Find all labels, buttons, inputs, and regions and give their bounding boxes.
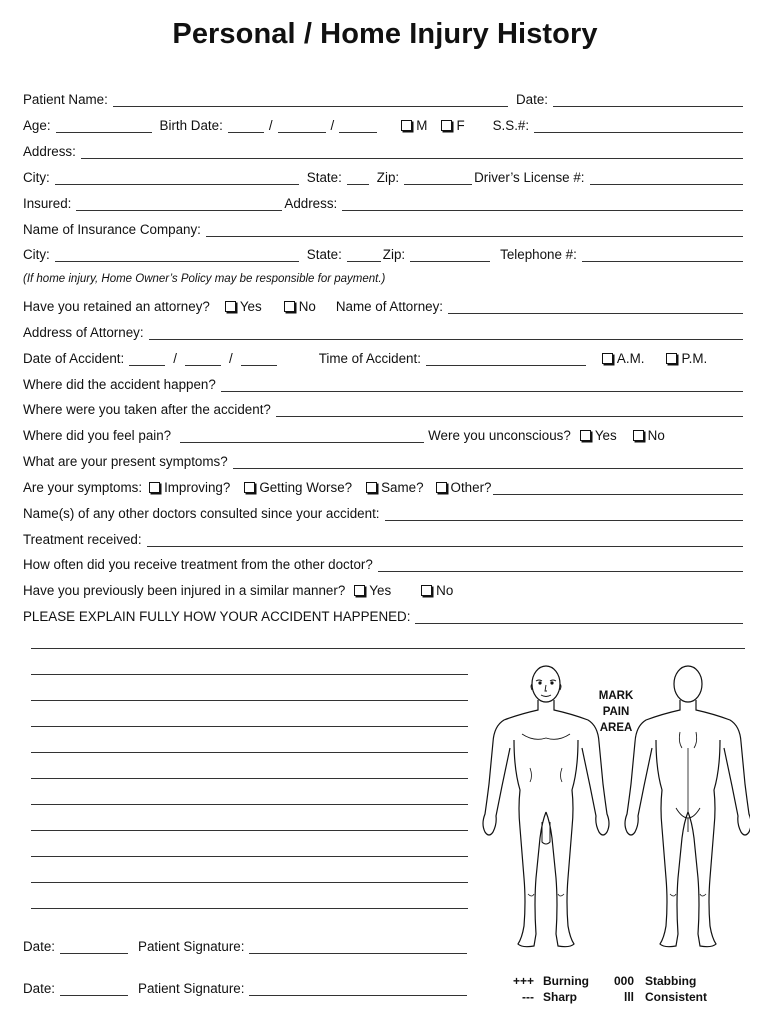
city-row (23, 168, 745, 186)
explain-line[interactable] (31, 700, 468, 701)
address-label: Address: (23, 144, 76, 159)
treatment-frequency-label: How often did you receive treatment from the other doctor? (23, 557, 373, 572)
insured-label: Insured: (23, 196, 72, 211)
previous-injury-yes-checkbox[interactable]: Yes (354, 583, 391, 599)
zip-label: Zip: (376, 170, 400, 185)
signature-date-field[interactable] (60, 981, 128, 996)
patient-name-field[interactable] (113, 92, 508, 107)
symptom-status-label: Are your symptoms: (23, 480, 143, 495)
legend-symbol: --- (522, 990, 534, 1004)
accident-location-label: Where did the accident happen? (23, 377, 216, 392)
unconscious-label: Were you unconscious? (428, 428, 571, 443)
checkbox-icon (225, 301, 236, 312)
accident-year-field[interactable] (241, 351, 277, 366)
legend-symbol: lll (623, 990, 634, 1004)
patient-name-row (23, 90, 745, 108)
checkbox-icon (284, 301, 295, 312)
checkbox-icon (633, 430, 644, 441)
patient-signature-label: Patient Signature: (138, 981, 245, 996)
previous-injury-row (23, 581, 453, 599)
slash: / (173, 351, 177, 366)
insured-address-field[interactable] (342, 196, 743, 211)
slash: / (330, 118, 335, 133)
explain-line[interactable] (31, 856, 468, 857)
birth-month-field[interactable] (228, 118, 264, 133)
city-label: City: (23, 170, 50, 185)
getting-worse-checkbox[interactable]: Getting Worse? (244, 480, 352, 496)
present-symptoms-label: What are your present symptoms? (23, 454, 228, 469)
age-label: Age: (23, 118, 51, 133)
attorney-name-field[interactable] (448, 299, 743, 314)
treatment-frequency-field[interactable] (378, 557, 743, 572)
attorney-no-checkbox[interactable]: No (284, 299, 316, 315)
checkbox-icon (354, 585, 365, 596)
checkbox-icon (666, 353, 677, 364)
male-checkbox[interactable]: M (401, 118, 427, 134)
insurance-city-field[interactable] (55, 247, 299, 262)
patient-signature-field[interactable] (249, 939, 467, 954)
insured-row (23, 194, 745, 212)
zip-field[interactable] (404, 170, 472, 185)
slash: / (228, 351, 233, 366)
insurance-company-label: Name of Insurance Company: (23, 222, 201, 237)
explain-line[interactable] (31, 830, 468, 831)
accident-location-row (23, 375, 745, 393)
insurance-company-field[interactable] (206, 222, 743, 237)
taken-after-field[interactable] (276, 402, 743, 417)
insured-address-label: Address: (284, 196, 338, 211)
address-field[interactable] (81, 144, 743, 159)
pm-checkbox[interactable]: P.M. (666, 351, 707, 367)
home-owner-note: (If home injury, Home Owner’s Policy may be responsible for payment.) (23, 273, 386, 285)
explain-line[interactable] (31, 882, 468, 883)
age-field[interactable] (56, 118, 152, 133)
taken-after-label: Where were you taken after the accident? (23, 402, 271, 417)
improving-checkbox[interactable]: Improving? (149, 480, 230, 496)
legend-labels-left (543, 973, 589, 1005)
am-checkbox[interactable]: A.M. (602, 351, 645, 367)
legend-symbols-right (604, 973, 634, 1005)
drivers-license-label: Driver’s License #: (474, 170, 585, 185)
explain-label: PLEASE EXPLAIN FULLY HOW YOUR ACCIDENT HAPPENED: (23, 609, 411, 624)
signature-date-label: Date: (23, 981, 56, 996)
same-checkbox[interactable]: Same? (366, 480, 423, 496)
legend-symbol: +++ (512, 974, 534, 988)
explain-line[interactable] (31, 674, 468, 675)
checkbox-icon (149, 482, 160, 493)
address-row (23, 142, 745, 160)
slash: / (268, 118, 273, 133)
checkbox-icon (580, 430, 591, 441)
previous-injury-no-checkbox[interactable]: No (421, 583, 453, 599)
legend-symbols-left (504, 973, 534, 1005)
date-label: Date: (515, 92, 548, 107)
attorney-question: Have you retained an attorney? (23, 299, 210, 314)
legend-labels-right (645, 973, 707, 1005)
checkbox-icon (602, 353, 613, 364)
explain-line[interactable] (31, 908, 468, 909)
birth-day-field[interactable] (278, 118, 326, 133)
birth-year-field[interactable] (339, 118, 377, 133)
insurance-company-row (23, 220, 745, 238)
other-doctors-label: Name(s) of any other doctors consulted since your accident: (23, 506, 380, 521)
explain-field[interactable] (415, 609, 743, 624)
symptom-status-row (23, 478, 745, 496)
accident-date-row (23, 349, 745, 367)
signature-row (23, 937, 469, 955)
insurance-city-row (23, 245, 745, 263)
present-symptoms-row (23, 452, 745, 470)
ss-label: S.S.#: (492, 118, 530, 133)
other-checkbox[interactable]: Other? (436, 480, 492, 496)
accident-location-field[interactable] (221, 377, 743, 392)
treatment-frequency-row (23, 555, 745, 573)
treatment-label: Treatment received: (23, 532, 142, 547)
insurance-zip-field[interactable] (410, 247, 490, 262)
patient-name-label: Patient Name: (23, 92, 108, 107)
accident-date-label: Date of Accident: (23, 351, 125, 366)
checkbox-icon (441, 120, 452, 131)
explain-line[interactable] (31, 726, 468, 727)
accident-month-field[interactable] (129, 351, 165, 366)
legend-label: Sharp (543, 990, 578, 1004)
attorney-address-label: Address of Attorney: (23, 325, 144, 340)
date-field[interactable] (553, 92, 743, 107)
city-field[interactable] (55, 170, 299, 185)
other-doctors-row (23, 504, 745, 522)
pain-row (23, 426, 745, 444)
pain-location-field[interactable] (180, 428, 424, 443)
zip-label: Zip: (382, 247, 406, 262)
state-label: State: (306, 170, 342, 185)
ss-field[interactable] (534, 118, 743, 133)
state-label: State: (306, 247, 342, 262)
legend-label: Burning (543, 974, 589, 988)
telephone-field[interactable] (582, 247, 743, 262)
attorney-yes-checkbox[interactable]: Yes (225, 299, 262, 315)
city-label: City: (23, 247, 50, 262)
legend-label: Consistent (645, 990, 708, 1004)
explain-line[interactable] (31, 804, 468, 805)
checkbox-icon (421, 585, 432, 596)
checkbox-icon (366, 482, 377, 493)
other-doctors-field[interactable] (385, 506, 743, 521)
other-symptom-field[interactable] (493, 480, 743, 495)
explain-line[interactable] (31, 648, 745, 649)
treatment-field[interactable] (147, 532, 743, 547)
signature-row (23, 979, 469, 997)
signature-date-label: Date: (23, 939, 56, 954)
attorney-address-field[interactable] (149, 325, 743, 340)
present-symptoms-field[interactable] (233, 454, 743, 469)
explain-line[interactable] (31, 778, 468, 779)
mark-pain-area-label: MARK PAIN AREA (598, 690, 634, 734)
signature-date-field[interactable] (60, 939, 128, 954)
female-checkbox[interactable]: F (441, 118, 464, 134)
explain-line[interactable] (31, 752, 468, 753)
unconscious-yes-checkbox[interactable]: Yes (580, 428, 617, 444)
explain-row (23, 607, 745, 625)
accident-time-label: Time of Accident: (318, 351, 421, 366)
treatment-row (23, 530, 745, 548)
state-field[interactable] (347, 170, 369, 185)
unconscious-no-checkbox[interactable]: No (633, 428, 665, 444)
insurance-state-field[interactable] (347, 247, 381, 262)
attorney-name-label: Name of Attorney: (335, 299, 444, 314)
accident-time-field[interactable] (426, 351, 586, 366)
taken-after-row (23, 400, 745, 418)
accident-day-field[interactable] (185, 351, 221, 366)
checkbox-icon (436, 482, 447, 493)
attorney-address-row (23, 323, 745, 341)
previous-injury-label: Have you previously been injured in a similar manner? (23, 583, 346, 598)
checkbox-icon (244, 482, 255, 493)
patient-signature-label: Patient Signature: (138, 939, 245, 954)
pain-location-label: Where did you feel pain? (23, 428, 172, 443)
legend-label: Stabbing (645, 974, 697, 988)
checkbox-icon (401, 120, 412, 131)
telephone-label: Telephone #: (500, 247, 577, 262)
drivers-license-field[interactable] (590, 170, 743, 185)
patient-signature-field[interactable] (249, 981, 467, 996)
birth-date-label: Birth Date: (159, 118, 223, 133)
attorney-row (23, 297, 745, 315)
form-title: Personal / Home Injury History (172, 18, 598, 50)
age-row (23, 116, 745, 134)
insured-field[interactable] (76, 196, 282, 211)
legend-symbol: 000 (613, 974, 634, 988)
